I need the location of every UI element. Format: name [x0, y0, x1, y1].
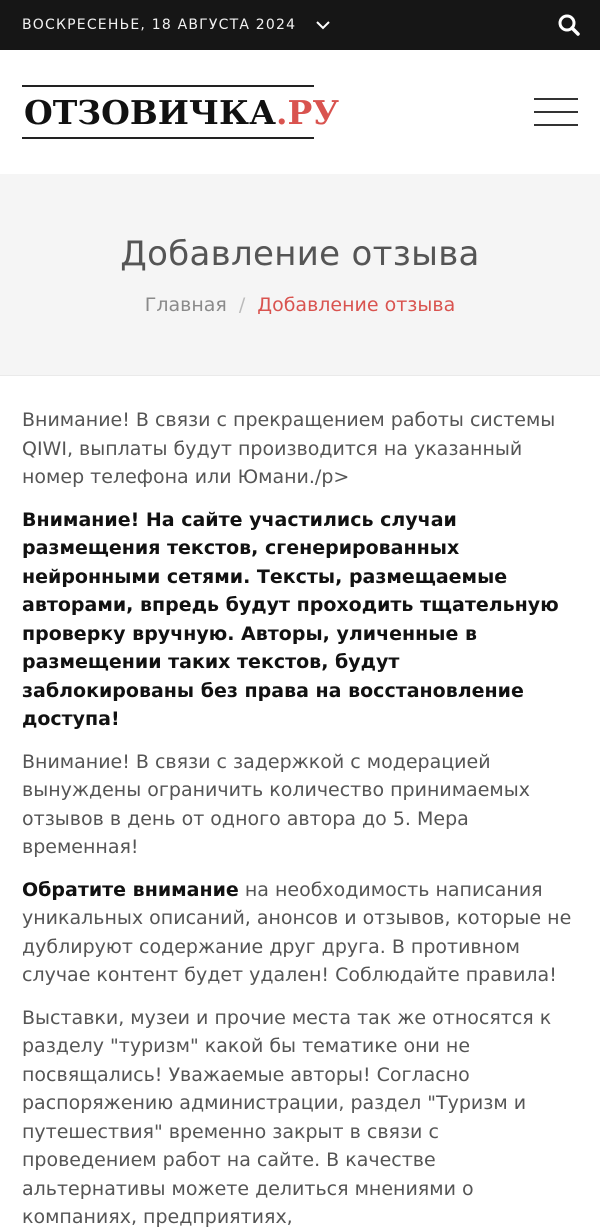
current-date: ВОСКРЕСЕНЬЕ, 18 АВГУСТА 2024	[22, 17, 297, 33]
top-bar	[0, 0, 600, 50]
logo-main-text: ОТЗОВИЧКА	[24, 93, 276, 132]
notice-tourism: Выставки, музеи и прочие места так же относятся к разделу "туризм" какой бы тематике они не посвящались! Уважаемые авторы! Согласно распоряжению администрации, раздел "Туризм и путешествия" временно закрыт в связи с проведением работ на сайте. В качестве альтернативы можете делиться мнениями о компаниях, предприятиях,	[22, 1006, 552, 1228]
breadcrumb-separator: /	[238, 294, 246, 316]
notice-uniqueness	[22, 876, 578, 990]
breadcrumb-current: Добавление отзыва	[257, 294, 456, 316]
notice-qiwi: Внимание! В связи с прекращением работы системы QIWI, выплаты будут производится на указанный номер телефона или Юмани./p>	[22, 409, 556, 488]
site-logo[interactable]	[22, 85, 340, 139]
page-header	[0, 174, 600, 376]
main-content	[0, 376, 600, 1232]
site-header	[0, 50, 600, 174]
page-title: Добавление отзыва	[120, 234, 480, 274]
breadcrumb	[0, 294, 600, 316]
breadcrumb-home-link[interactable]: Главная	[144, 294, 227, 316]
hamburger-menu-icon[interactable]	[534, 98, 578, 126]
search-icon[interactable]	[558, 14, 580, 36]
notice-moderation-limit: Внимание! В связи с задержкой с модерацией вынуждены ограничить количество принимаемых отзывов в день от одного автора до 5. Мера временная!	[22, 750, 530, 858]
notice-neural-texts: Внимание! На сайте участились случаи размещения текстов, сгенерированных нейронными сетями. Тексты, размещаемые авторами, впредь будут проходить тщательную проверку вручную. Авторы, уличенные в размещении таких текстов, будут заблокированы без права на восстановление доступа!	[22, 508, 559, 730]
notice-uniqueness-bold: Обратите внимание	[22, 878, 239, 901]
logo-accent-text: .РУ	[275, 93, 340, 132]
chevron-down-icon[interactable]	[316, 18, 330, 32]
notice-uniqueness-text: на необходимость написания уникальных описаний, анонсов и отзывов, которые не дублируют содержание друг друга. В противном случае контент будет удален! Соблюдайте правила!	[22, 878, 572, 986]
